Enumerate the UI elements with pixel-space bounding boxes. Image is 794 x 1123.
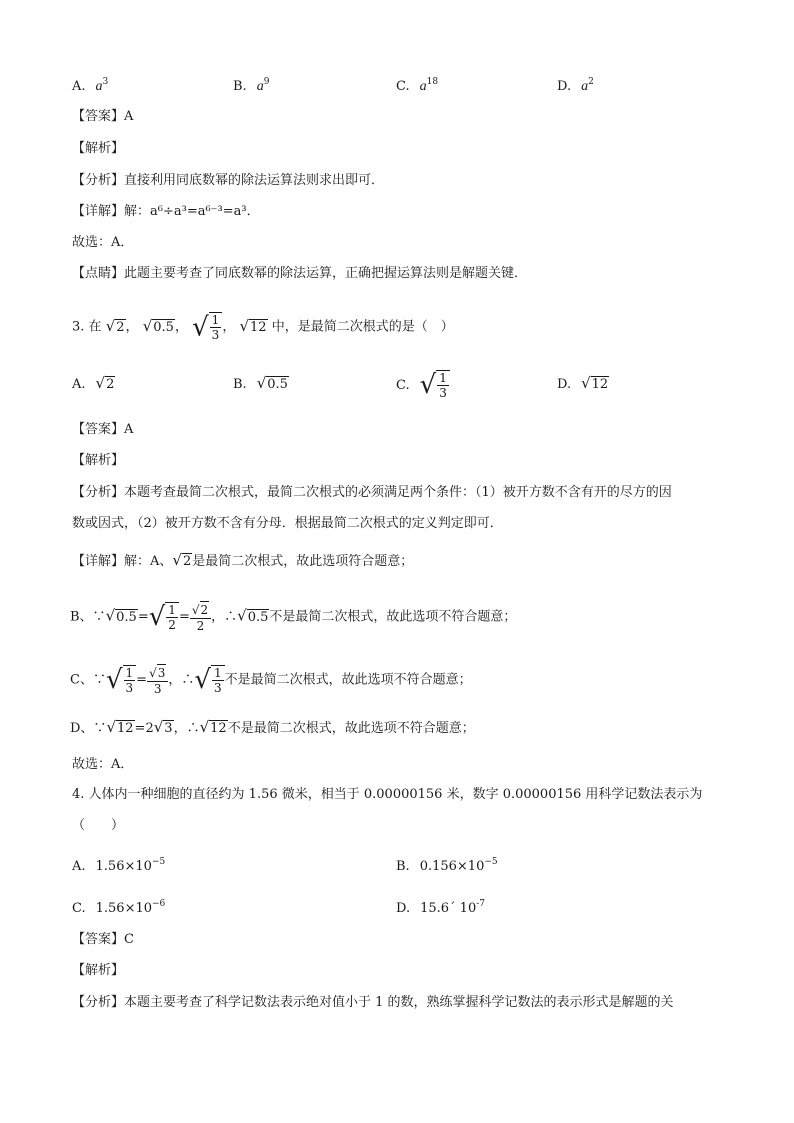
q4-answer: 【答案】C (72, 932, 134, 947)
sqrt-one-third: √ $\frac{1}{3}$ (192, 320, 222, 335)
q4-analysis-title: 【解析】 (72, 963, 125, 978)
sqrt-2: √2 (105, 316, 125, 335)
q4-fenxi: 【分析】本题主要考查了科学记数法表示绝对值小于 1 的数，熟练掌握科学记数法的表示形式是解题的关 (72, 995, 674, 1010)
q2-fenxi: 【分析】直接利用同底数幂的除法运算法则求出即可． (72, 173, 385, 188)
q4-stem-line2: （ ） (72, 818, 125, 833)
q3-answer: 【答案】A (72, 422, 134, 437)
q3-fenxi-line1: 【分析】本题考查最简二次根式，最简二次根式的必须满足两个条件：（1）被开方数不含有开的尽方的因 (72, 485, 672, 500)
q4-stem-line1: 4. 人体内一种细胞的直径约为 1.56 微米，相当于 0.00000156 米，数字 0.00000156 用科学记数法表示为 (72, 787, 703, 802)
q4-option-d: D. 15.6´ $10^{-7}$ (396, 899, 485, 916)
q3-select: 故选：A． (72, 757, 134, 772)
q3-fenxi-line2: 数或因式，（2）被开方数不含有分母．根据最简二次根式的定义判定即可． (72, 516, 503, 531)
q4-option-c: C. $1.56\times 10^{-6}$ (72, 899, 166, 916)
q2-dianjing: 【点睛】此题主要考查了同底数幂的除法运算，正确把握运算法则是解题关键． (72, 266, 528, 281)
q3-xiangjie: 【详解】解：A、√2是最简二次根式，故此选项符合题意； (72, 551, 414, 569)
q3-option-c: C. √ $\frac{1}{3}$ (396, 370, 450, 400)
q3-analysis-title: 【解析】 (72, 453, 125, 468)
q2-option-b: B. $a^9$ (233, 77, 270, 94)
sqrt-12: √12 (239, 316, 267, 335)
q4-option-a: A. $1.56\times 10^{-5}$ (72, 857, 166, 874)
q3-option-d: D. √12 (557, 374, 609, 392)
q3-option-b: B. √0.5 (233, 374, 288, 392)
q3-detail-c: C、∵√ $\frac{1}{3}$ = $\frac{√3}{3}$ ，∴√ $\frac{1}{3}$ 不是最简二次根式，故此选项不符合题意； (70, 665, 472, 696)
q3-detail-d: D、∵√12=2√3，∴√12不是最简二次根式，故此选项不符合题意； (70, 718, 475, 736)
q4-option-b: B. $0.156\times 10^{-5}$ (396, 857, 498, 874)
q2-option-d: D. $a^2$ (557, 77, 594, 94)
q2-answer: 【答案】A (72, 109, 134, 124)
q3-stem: 3. 在 √2， √0.5， √ $\frac{1}{3}$ ， √12 中，是最简二次根式的是（ ） (72, 312, 454, 342)
q2-analysis-title: 【解析】 (72, 141, 125, 156)
q2-xiangjie: 【详解】解：a⁶÷a³=a⁶⁻³=a³． (72, 204, 260, 219)
q2-select: 故选：A． (72, 235, 134, 250)
q3-detail-b: B、∵√0.5=√ $\frac{1}{2}$ = $\frac{√2}{2}$ ，∴√0.5不是最简二次根式，故此选项不符合题意； (70, 602, 517, 633)
q2-option-c: C. $a^{18}$ (396, 77, 439, 94)
sqrt-0-5: √0.5 (142, 316, 174, 335)
q2-option-a: A. $a^3$ (72, 77, 109, 94)
q3-option-a: A. √2 (72, 374, 115, 392)
